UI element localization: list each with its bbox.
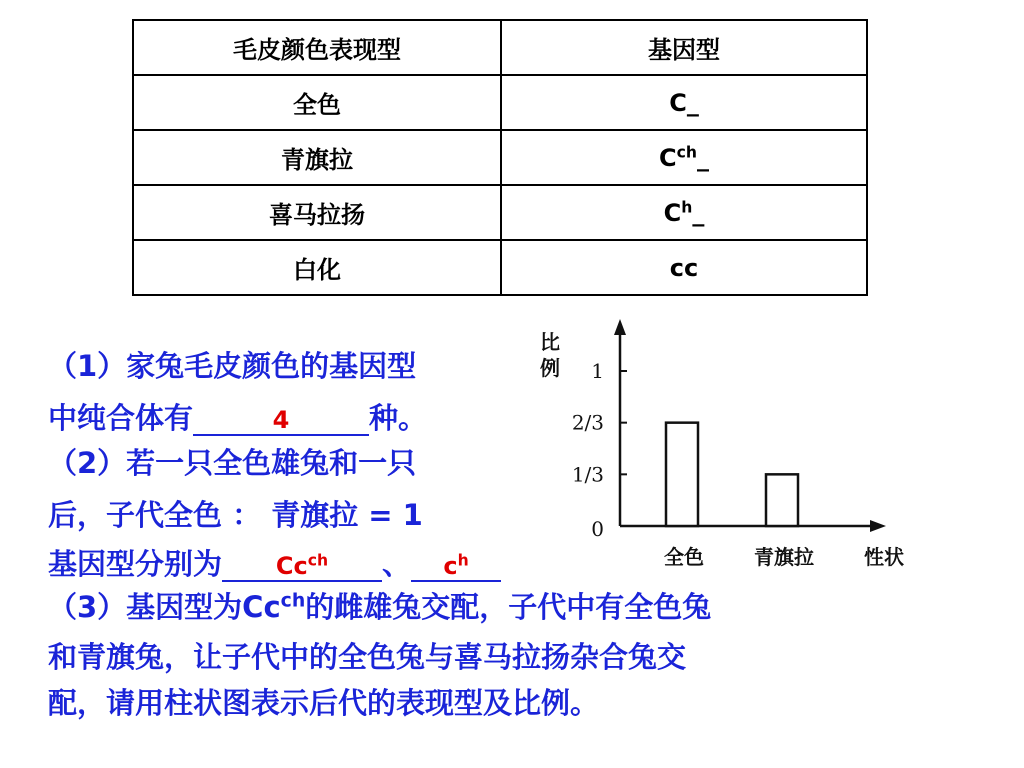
bar [666,423,698,526]
genotype-base: C [659,143,677,172]
genotype-suffix: _ [686,88,699,117]
phenotype-cell: 全色 [133,75,501,130]
y-axis-label: 比 [540,330,560,354]
genotype-suffix: _ [692,198,705,227]
phenotype-cell: 青旗拉 [133,130,501,185]
q2-answer2-sup: h [457,551,469,570]
x-category-label: 青旗拉 [754,545,814,569]
q3-genotype-sup: ch [280,590,306,612]
q3-line3: 配，请用柱状图表示后代的表现型及比例。 [48,686,600,720]
x-axis-label: 性状 [864,545,904,569]
genotype-table [132,19,868,296]
q2-answer2-base: c [443,552,458,580]
q1-text-before: 中纯合体有 [48,401,194,435]
q1-line2 [48,397,427,439]
genotype-allele-sup: ch [676,142,697,161]
table-header-row [133,20,867,75]
y-axis-label: 例 [540,356,560,380]
genotype-base: cc [669,253,699,282]
q3-line2: 和青旗兔，让子代中的全色兔与喜马拉扬杂合兔交 [48,640,687,674]
q2-answer1-sup: ch [307,551,329,570]
q2-text-before: 基因型分别为 [48,547,223,581]
table-row [133,75,867,130]
q2-answer1-blank [222,552,382,582]
q2-answer2-blank [411,552,501,582]
x-category-label: 全色 [664,545,704,569]
y-tick-label: 1/3 [571,462,604,487]
q3-line1 [48,586,711,628]
phenotype-cell: 白化 [133,240,501,295]
q1-line1: （1）家兔毛皮颜色的基因型 [48,349,417,383]
q2-line2: 后，子代全色 ： 青旗拉 = 1 [48,498,423,532]
x-axis-arrow [870,520,886,532]
phenotype-cell: 喜马拉扬 [133,185,501,240]
table-row [133,185,867,240]
ratio-bar-chart [528,305,928,575]
q2-separator: 、 [382,547,412,581]
y-axis-arrow [614,319,626,335]
genotype-cell [501,240,867,295]
header-phenotype: 毛皮颜色表现型 [133,20,501,75]
genotype-suffix: _ [696,143,709,172]
q3-text-after: 的雌雄兔交配，子代中有全色兔 [305,590,712,624]
table-row [133,240,867,295]
genotype-cell [501,75,867,130]
y-tick-label: 0 [591,517,604,541]
bar [766,474,798,526]
q1-answer-blank: 4 [193,406,369,436]
q2-answer1-base: Cc [275,552,308,580]
q3-text-before: （3）基因型为Cc [48,590,281,624]
genotype-cell [501,185,867,240]
genotype-base: C [669,88,687,117]
header-genotype: 基因型 [501,20,867,75]
q2-line3 [48,543,501,585]
genotype-base: C [663,198,682,227]
genotype-allele-sup: h [681,197,693,216]
q2-line1: （2）若一只全色雄兔和一只 [48,446,417,480]
y-tick-label: 2/3 [571,410,604,435]
table-row [133,130,867,185]
q1-text-after: 种。 [369,401,428,435]
y-tick-label: 1 [591,359,604,383]
genotype-cell [501,130,867,185]
